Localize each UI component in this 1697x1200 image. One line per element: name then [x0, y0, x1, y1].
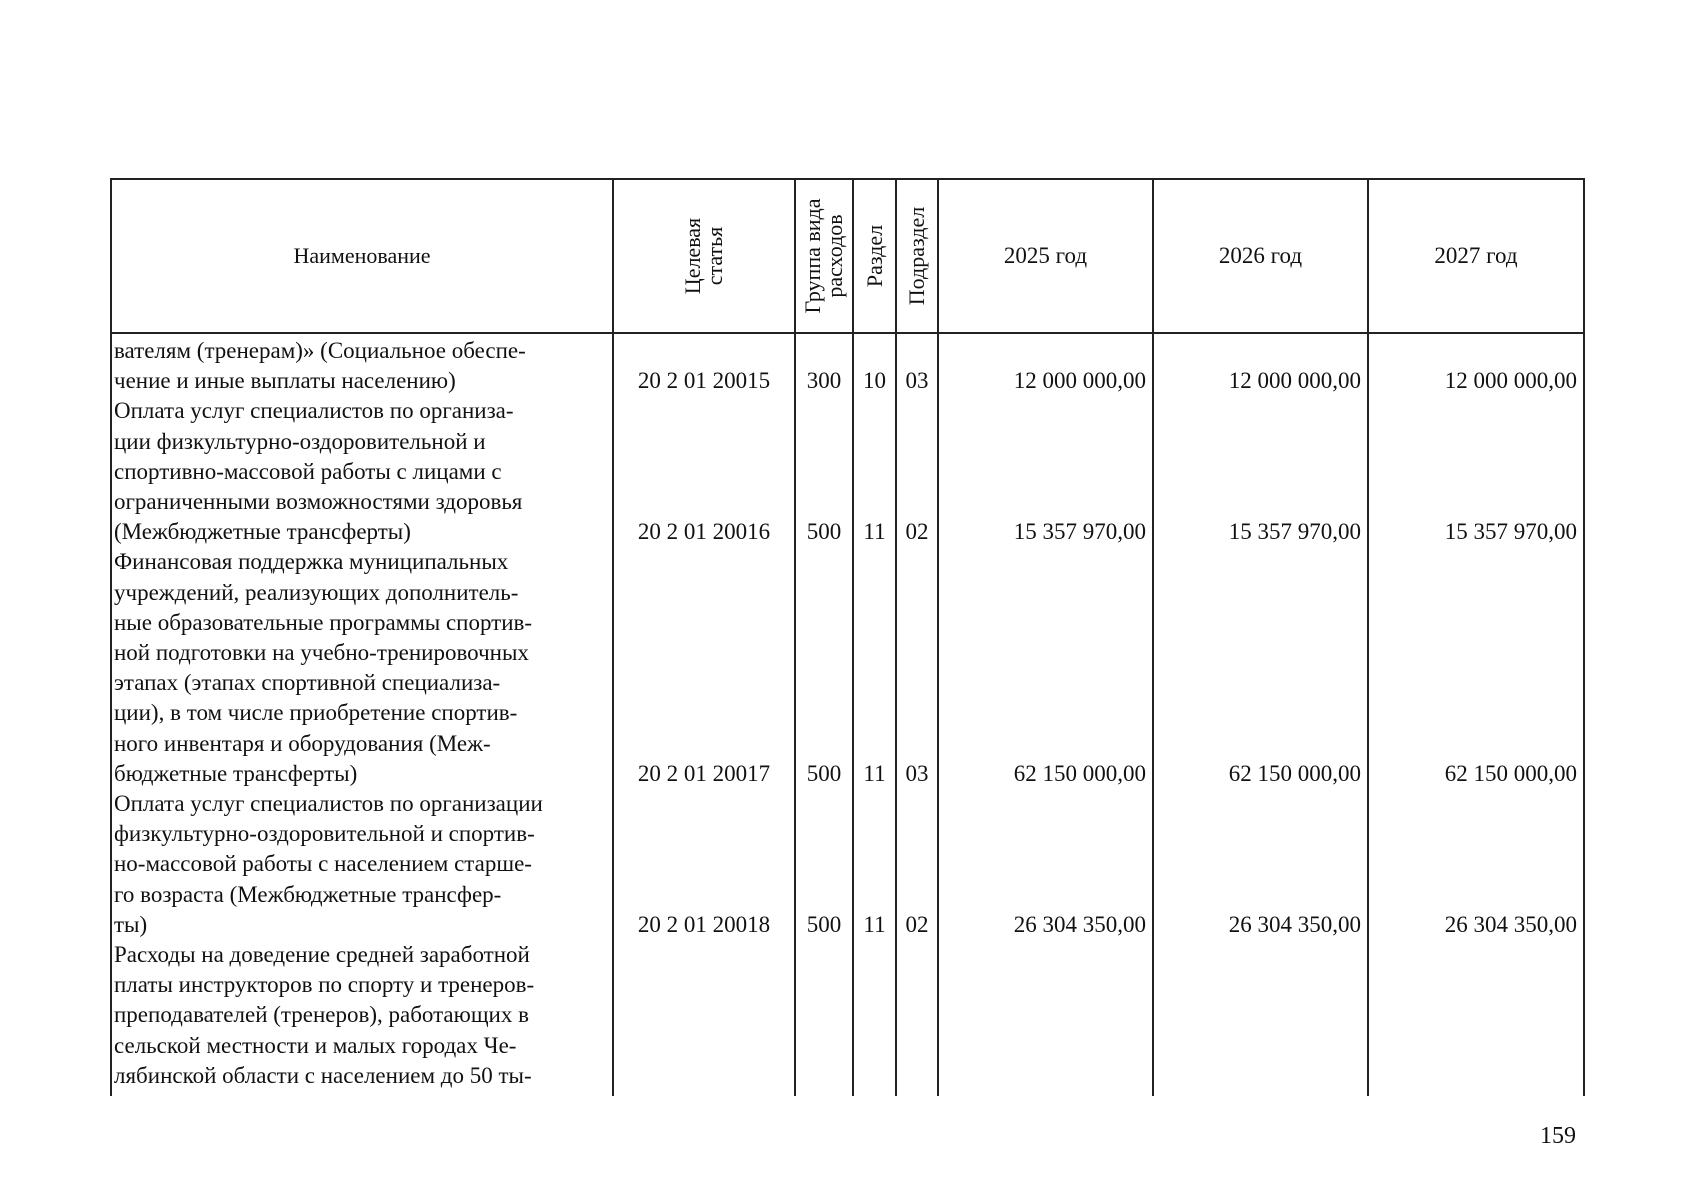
row-value-y2027: 26 304 350,00: [1444, 911, 1577, 937]
row-value-y2025: 62 150 000,00: [1013, 760, 1146, 786]
row-name: [114, 336, 609, 396]
row-value-group: 500: [806, 760, 842, 786]
row-name: [114, 547, 609, 789]
row-name-line: преподавателей (тренеров), работающих в: [114, 1002, 529, 1028]
page-number: 159: [1540, 1123, 1576, 1149]
row-name-line: ции физкультурно-оздоровительной и: [114, 428, 486, 454]
row-name-line: но-массовой работы с населением старше-: [114, 851, 532, 877]
header-name: Наименование: [111, 179, 613, 333]
row-name-line: Финансовая поддержка муниципальных: [114, 549, 509, 575]
row-name-line: физкультурно-оздоровительной и спортив-: [114, 821, 535, 847]
header-section: [853, 179, 896, 333]
row-name-line: ограниченными возможностями здоровья: [114, 489, 523, 515]
row-name-line: ной подготовки на учебно-тренировочных: [114, 640, 529, 666]
row-name-line: сельской местности и малых городах Че-: [114, 1032, 517, 1058]
header-2026: 2026 год: [1153, 179, 1368, 333]
row-name-line: ного инвентаря и оборудования (Меж-: [114, 730, 491, 756]
row-value-subsection: 03: [905, 368, 929, 394]
row-value-subsection: 02: [905, 519, 929, 545]
row-value-y2025: 26 304 350,00: [1013, 911, 1146, 937]
row-name-line: Оплата услуг специалистов по организа-: [114, 398, 514, 424]
y2025-column: [938, 333, 1153, 1096]
target-column: [613, 333, 795, 1096]
header-section-label: Раздел: [861, 224, 887, 288]
row-name-line: (Межбюджетные трансферты): [114, 519, 411, 545]
header-subsection: [896, 179, 938, 333]
y2026-column: [1153, 333, 1368, 1096]
names-column: [111, 333, 613, 1096]
y2027-column: [1368, 333, 1584, 1096]
row-value-y2025: 15 357 970,00: [1013, 519, 1146, 545]
header-target-line2: статья: [702, 226, 727, 286]
row-name-line: Оплата услуг специалистов по организации: [114, 791, 543, 817]
row-value-y2026: 15 357 970,00: [1228, 519, 1361, 545]
row-value-y2025: 12 000 000,00: [1013, 368, 1146, 394]
row-value-target: 20 2 01 20018: [637, 911, 771, 937]
header-2027: 2027 год: [1368, 179, 1584, 333]
row-value-target: 20 2 01 20016: [637, 519, 771, 545]
header-subsection-label: Подраздел: [904, 206, 929, 306]
row-value-section: 10: [863, 368, 886, 394]
row-value-section: 11: [863, 519, 886, 545]
row-name: [114, 789, 609, 940]
table-body-row: [111, 333, 1584, 1096]
header-target: [613, 179, 795, 333]
row-name: [114, 940, 609, 1091]
row-value-group: 500: [806, 519, 842, 545]
row-name-line: ции), в том числе приобретение спортив-: [114, 700, 518, 726]
row-name-line: го возраста (Межбюджетные трансфер-: [114, 881, 502, 907]
table-header-row: [111, 179, 1584, 333]
row-name-line: учреждений, реализующих дополнитель-: [114, 579, 519, 605]
row-name-line: платы инструкторов по спорту и тренеров-: [114, 972, 535, 998]
header-group-line2: расходов: [822, 214, 847, 298]
row-value-target: 20 2 01 20017: [637, 760, 771, 786]
row-name-line: спортивно-массовой работы с лицами с: [114, 458, 502, 484]
row-value-group: 300: [806, 368, 842, 394]
row-value-y2027: 12 000 000,00: [1444, 368, 1577, 394]
budget-table: [110, 178, 1585, 1096]
header-target-line1: Целевая: [680, 217, 705, 295]
row-name-line: вателям (тренерам)» (Социальное обеспе-: [114, 338, 526, 363]
row-name-line: ные образовательные программы спортив-: [114, 609, 533, 635]
row-name-line: чение и иные выплаты населению): [114, 368, 456, 394]
row-value-group: 500: [806, 911, 842, 937]
row-value-target: 20 2 01 20015: [637, 368, 771, 394]
header-group: [795, 179, 853, 333]
subsection-column: [896, 333, 938, 1096]
section-column: [853, 333, 896, 1096]
row-value-y2026: 26 304 350,00: [1228, 911, 1361, 937]
header-group-line1: Группа вида: [800, 198, 825, 314]
row-value-subsection: 03: [905, 760, 929, 786]
row-name-line: Расходы на доведение средней заработной: [114, 942, 530, 968]
row-value-y2027: 15 357 970,00: [1444, 519, 1577, 545]
row-value-y2026: 62 150 000,00: [1228, 760, 1361, 786]
row-name-line: этапах (этапах спортивной специализа-: [114, 670, 501, 696]
row-value-y2027: 62 150 000,00: [1444, 760, 1577, 786]
row-value-section: 11: [863, 911, 886, 937]
row-value-section: 11: [863, 760, 886, 786]
row-name: [114, 396, 609, 547]
row-name-line: ты): [114, 911, 148, 937]
row-name-line: лябинской области с населением до 50 ты-: [114, 1062, 532, 1088]
header-2025: 2025 год: [938, 179, 1153, 333]
row-value-y2026: 12 000 000,00: [1228, 368, 1361, 394]
row-name-line: бюджетные трансферты): [114, 760, 358, 786]
group-column: [795, 333, 853, 1096]
row-value-subsection: 02: [905, 911, 929, 937]
